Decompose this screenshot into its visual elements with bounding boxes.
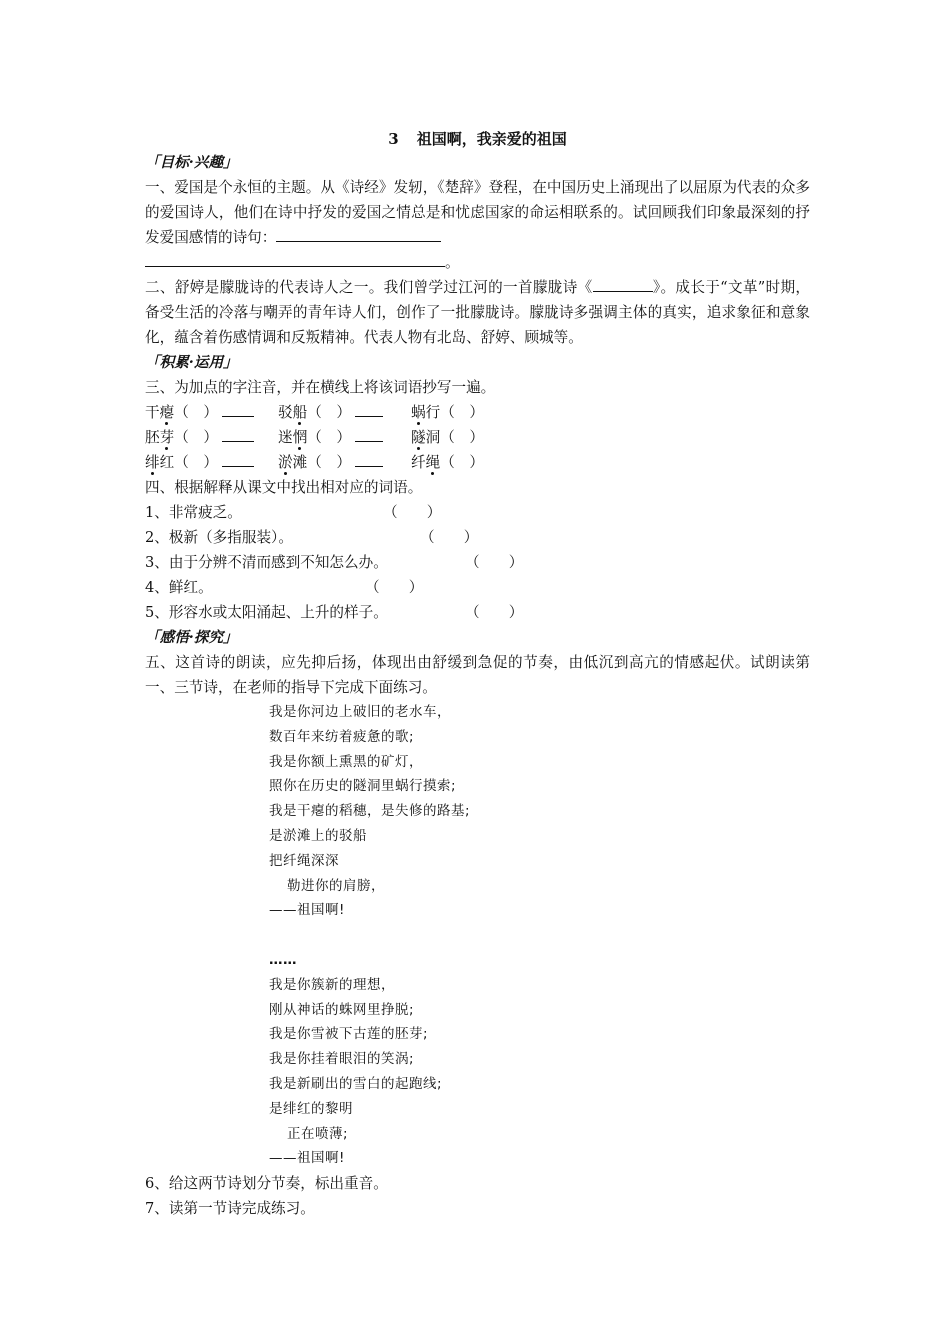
copy-blank[interactable] (222, 452, 254, 467)
question-2 (145, 275, 810, 350)
dotted-char: 船 (292, 404, 308, 421)
answer-blank-2[interactable] (593, 277, 653, 292)
copy-blank[interactable] (222, 402, 254, 417)
pinyin-item: 绯红（ ） (145, 450, 278, 475)
pinyin-table (145, 400, 810, 475)
poem-line: 勒进你的肩膀， (287, 877, 385, 894)
poem-line: 刚从神话的蛛网里挣脱; (269, 1001, 415, 1018)
poem-line: 我是你河边上破旧的老水车， (269, 704, 451, 720)
poem-line: 数百年来纺着疲惫的歌; (269, 728, 415, 745)
pinyin-item: 胚芽（ ） (145, 425, 278, 450)
section-heading-practice: 「积累·运用」 (145, 354, 238, 371)
poem-line: 我是新刷出的雪白的起跑线; (269, 1075, 443, 1092)
poem-line: 我是你雪被下古莲的胚芽; (269, 1026, 429, 1043)
answer-blank-1b[interactable] (145, 252, 445, 267)
question-3-text: 三、为加点的字注音，并在横线上将该词语抄写一遍。 (145, 379, 496, 396)
copy-blank[interactable] (355, 452, 383, 467)
question-2-text-a: 二、舒婷是朦胧诗的代表诗人之一。我们曾学过江河的一首朦胧诗《 (145, 279, 593, 296)
pinyin-row (145, 400, 810, 425)
pinyin-item: 驳船（ ） (278, 400, 411, 425)
pinyin-item: 淤滩（ ） (278, 450, 411, 475)
answer-paren[interactable]: （ ） (465, 604, 524, 621)
lesson-number: 3 (388, 130, 399, 148)
poem-line: 正在喷薄; (287, 1125, 349, 1142)
pinyin-item: 干瘪（ ） (145, 400, 278, 425)
poem-line: ——祖国啊! (269, 902, 345, 919)
question-7-text: 7、读第一节诗完成练习。 (145, 1200, 315, 1218)
definition-item: 2、极新（多指服装）。 （ ） (145, 529, 479, 546)
poem-stanza-1 (269, 700, 810, 973)
question-4-text: 四、根据解释从课文中找出相对应的词语。 (145, 479, 423, 496)
dotted-char: 隧 (411, 429, 426, 446)
copy-blank[interactable] (222, 427, 254, 442)
answer-paren[interactable]: （ ） (465, 554, 524, 571)
question-1-end: 。 (445, 254, 460, 271)
pinyin-item: 隧洞（ ） (411, 429, 485, 446)
poem-line: 我是你额上熏黑的矿灯， (269, 753, 423, 770)
poem-line: 是淤滩上的驳船 (269, 827, 367, 844)
question-5-text: 五、这首诗的朗读，应先抑后扬，体现出由舒缓到急促的节奏，由低沉到高亢的情感起伏。试朗读第一、三节诗，在老师的指导下完成下面练习。 (145, 654, 810, 696)
answer-blank-1a[interactable] (276, 227, 441, 242)
dotted-char: 瘪 (159, 404, 175, 421)
poem-line: 把纤绳深深 (269, 852, 339, 869)
answer-paren[interactable]: （ ） (383, 504, 442, 521)
dotted-char: 绯 (145, 454, 160, 471)
dotted-char: 芽 (159, 429, 175, 446)
definition-item: 5、形容水或太阳涌起、上升的样子。 （ ） (145, 604, 524, 621)
page-title (145, 128, 810, 150)
question-1-text: 一、爱国是个永恒的主题。从《诗经》发轫，《楚辞》登程，在中国历史上涌现出了以屈原为代表的众多的爱国诗人，他们在诗中抒发的爱国之情总是和忧虑国家的命运相联系的。试回顾我们印象最深刻的抒发爱国感情的诗句： (145, 179, 810, 246)
definition-item: 3、由于分辨不清而感到不知怎么办。 （ ） (145, 554, 524, 571)
copy-blank[interactable] (355, 427, 383, 442)
question-2-text-b: 》。成长于“文革”时期，备受生活的冷落与嘲弄的青年诗人们，创作了一批朦胧诗。朦胧诗多强调主体的真实，追求象征和意象化，蕴含着伤感情调和反叛精神。代表人物有北岛、舒婷、顾城等。 (145, 279, 810, 346)
poem-spacer (269, 923, 810, 948)
pinyin-row (145, 425, 810, 450)
dotted-char: 蜗 (411, 404, 426, 421)
pinyin-item: 蜗行（ ） (411, 404, 485, 421)
worksheet-content (145, 128, 810, 1221)
dotted-char: 淤 (278, 454, 293, 471)
question-1 (145, 175, 810, 275)
poem-line: 我是你簇新的理想， (269, 976, 395, 993)
poem-line: 是绯红的黎明 (269, 1100, 353, 1117)
pinyin-row (145, 450, 810, 475)
copy-blank[interactable] (355, 402, 383, 417)
question-6-text: 6、给这两节诗划分节奏，标出重音。 (145, 1175, 388, 1193)
poem-stanza-3 (269, 973, 810, 1171)
pinyin-item: 纤绳（ ） (411, 454, 485, 471)
poem-line: 照你在历史的隧洞里蜗行摸索; (269, 778, 457, 795)
definition-item: 1、非常疲乏。 （ ） (145, 504, 442, 521)
answer-paren[interactable]: （ ） (365, 579, 424, 596)
dotted-char: 惘 (292, 429, 308, 446)
poem-ellipsis: …… (269, 951, 297, 968)
poem-line: ——祖国啊! (269, 1150, 345, 1167)
dotted-char: 绳 (425, 454, 441, 471)
pinyin-item: 迷惘（ ） (278, 425, 411, 450)
poem-line: 我是你挂着眼泪的笑涡; (269, 1051, 415, 1068)
lesson-title: 祖国啊，我亲爱的祖国 (416, 130, 567, 148)
poem-line: 我是干瘪的稻穗，是失修的路基; (269, 803, 471, 820)
section-heading-goal: 「目标·兴趣」 (145, 154, 238, 171)
answer-paren[interactable]: （ ） (420, 529, 479, 546)
section-heading-explore: 「感悟·探究」 (145, 629, 238, 646)
definition-item: 4、鲜红。 （ ） (145, 579, 424, 596)
